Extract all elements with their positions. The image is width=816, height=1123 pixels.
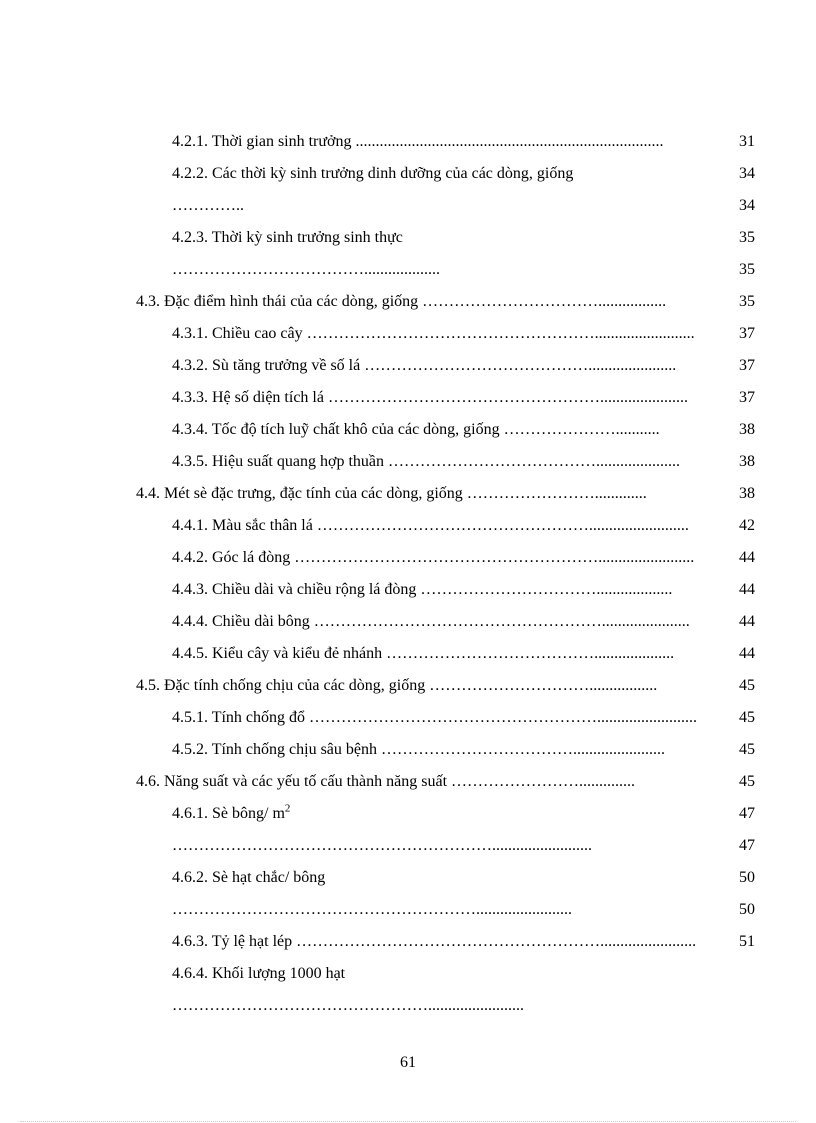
toc-entry-text: 4.6.3. Tỷ lệ hạt lép …………………………………………………........................	[172, 933, 697, 950]
toc-entry-text: 4.2.1. Thời gian sinh trưởng .............................................................................	[172, 133, 664, 150]
toc-entry-page: 45	[739, 709, 755, 726]
toc-entry	[0, 158, 816, 190]
toc-entry-text: 4.6.2. Sè hạt chắc/ bông	[172, 869, 326, 886]
toc-entry-page: 42	[739, 517, 755, 534]
toc-entry	[0, 414, 816, 446]
toc-entry-leader: …………………………………………………….........................	[172, 837, 592, 854]
superscript-two: 2	[284, 802, 291, 815]
toc-entry-text: 4.3.5. Hiệu suất quang hợp thuần ………………………………….....................	[172, 453, 680, 470]
toc-entry-page: 45	[739, 773, 755, 790]
toc-entry-continuation	[0, 190, 816, 222]
toc-entry-continuation	[0, 894, 816, 926]
toc-entry-page: 35	[739, 261, 755, 278]
toc-entry-page: 37	[739, 389, 755, 406]
toc-entry-page: 37	[739, 357, 755, 374]
toc-entry	[0, 702, 816, 734]
toc-entry-text: 4.5.2. Tính chống chịu sâu bệnh ……………………………….......................	[172, 741, 666, 758]
toc-entry	[0, 510, 816, 542]
toc-entry-text: 4.5.1. Tính chống đổ ……………………………………………….........................	[172, 709, 698, 726]
toc-entry-page: 38	[739, 485, 755, 502]
toc-entry-text: 4.2.2. Các thời kỳ sinh trưởng dinh dưỡng của các dòng, giống	[172, 165, 574, 182]
table-of-contents	[0, 126, 816, 1022]
toc-entry-page: 45	[739, 677, 755, 694]
toc-entry-page: 34	[739, 197, 755, 214]
toc-entry-page: 44	[739, 645, 755, 662]
toc-entry-leader: …………..	[172, 197, 244, 214]
toc-entry	[0, 798, 816, 830]
toc-entry	[0, 222, 816, 254]
toc-entry-leader: ………………………………...................	[172, 261, 440, 278]
toc-entry-text	[172, 798, 290, 830]
toc-entry	[0, 542, 816, 574]
toc-entry-text: 4.6.4. Khối lượng 1000 hạt	[172, 965, 346, 982]
toc-entry	[0, 926, 816, 958]
toc-entry	[0, 862, 816, 894]
toc-entry-label: 4.6.1. Sè bông/ m	[172, 805, 285, 822]
toc-entry-text: 4.3.1. Chiều cao cây ……………………………………………….........................	[172, 325, 695, 342]
toc-section-text: 4.3. Đặc điểm hình thái của các dòng, giống …………………………….................	[136, 293, 667, 310]
toc-entry-page: 51	[739, 933, 755, 950]
toc-entry-text: 4.4.1. Màu sắc thân lá …………………………………………….........................	[172, 517, 689, 534]
toc-section	[0, 670, 816, 702]
toc-entry-text: 4.4.4. Chiều dài bông ………………………………………………......................	[172, 613, 690, 630]
toc-entry-leader: …………………………………………........................	[172, 997, 524, 1014]
toc-entry	[0, 382, 816, 414]
toc-entry	[0, 606, 816, 638]
toc-section-text: 4.4. Mét sè đặc trưng, đặc tính của các dòng, giống …………………….............	[136, 485, 647, 502]
toc-entry-page: 38	[739, 453, 755, 470]
toc-entry-text: 4.3.2. Sù tăng trưởng về số lá ……………………………………......................	[172, 357, 677, 374]
toc-entry-page: 34	[739, 165, 755, 182]
toc-entry-page: 44	[739, 549, 755, 566]
toc-entry-text: 4.4.3. Chiều dài và chiều rộng lá đòng ……………………………...................	[172, 581, 673, 598]
toc-entry	[0, 958, 816, 990]
toc-entry-continuation	[0, 254, 816, 286]
toc-entry-page: 35	[739, 293, 755, 310]
toc-entry-page: 47	[739, 837, 755, 854]
toc-entry-page: 50	[739, 869, 755, 886]
toc-entry	[0, 638, 816, 670]
toc-entry-text: 4.4.2. Góc lá đòng …………………………………………………........................	[172, 549, 695, 566]
toc-entry-page: 44	[739, 613, 755, 630]
toc-entry	[0, 734, 816, 766]
toc-entry-continuation	[0, 830, 816, 862]
page-number: 61	[400, 1054, 416, 1071]
toc-entry	[0, 126, 816, 158]
toc-entry-page: 50	[739, 901, 755, 918]
toc-entry-page: 35	[739, 229, 755, 246]
toc-section-text: 4.5. Đặc tính chống chịu của các dòng, giống ………………………….................	[136, 677, 658, 694]
toc-entry-continuation	[0, 990, 816, 1022]
toc-entry-text: 4.3.4. Tốc độ tích luỹ chất khô của các dòng, giống …………………...........	[172, 421, 660, 438]
toc-section-text: 4.6. Năng suất và các yếu tố cấu thành năng suất ……………………..............	[136, 773, 636, 790]
toc-entry	[0, 350, 816, 382]
toc-entry-page: 37	[739, 325, 755, 342]
toc-entry-page: 45	[739, 741, 755, 758]
toc-entry	[0, 574, 816, 606]
toc-section	[0, 286, 816, 318]
toc-section	[0, 478, 816, 510]
toc-section	[0, 766, 816, 798]
toc-entry-text: 4.3.3. Hệ số diện tích lá ……………………………………………......................	[172, 389, 688, 406]
toc-entry-leader: …………………………………………………........................	[172, 901, 572, 918]
toc-entry-page: 44	[739, 581, 755, 598]
toc-entry	[0, 446, 816, 478]
page-bottom-divider	[20, 1121, 796, 1122]
toc-entry-page: 31	[739, 133, 755, 150]
toc-entry-page: 47	[739, 805, 755, 822]
toc-entry-text: 4.2.3. Thời kỳ sinh trưởng sinh thực	[172, 229, 403, 246]
toc-entry-text: 4.4.5. Kiểu cây và kiểu đẻ nhánh …………………………………....................	[172, 645, 675, 662]
toc-entry	[0, 318, 816, 350]
toc-entry-page: 38	[739, 421, 755, 438]
